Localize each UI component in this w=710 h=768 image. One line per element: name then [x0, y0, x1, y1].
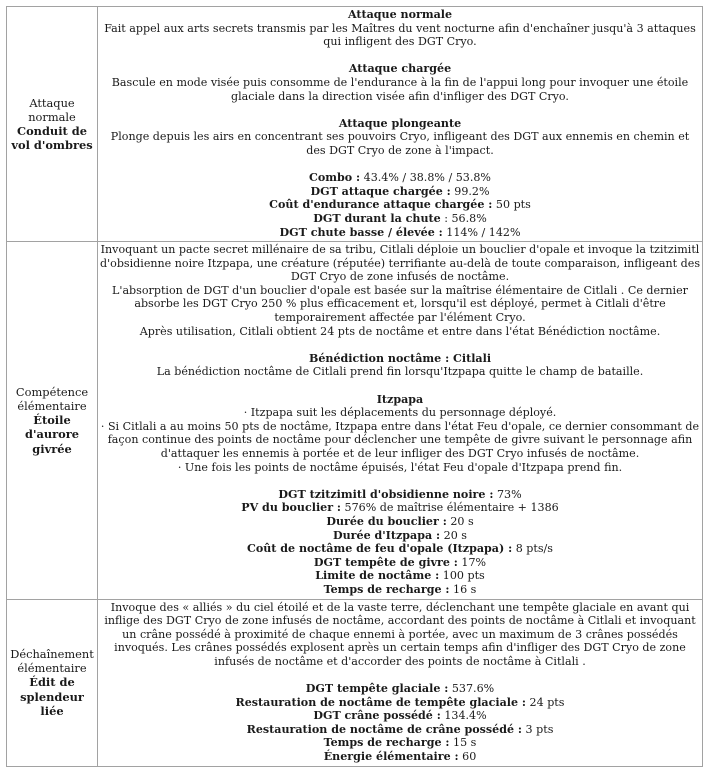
- section-text: La bénédiction noctâme de Citlali prend fin lorsqu'Itzpapa quitte le champ de bataille.: [156, 365, 644, 379]
- stat-label: Coût d'endurance attaque chargée :: [269, 198, 493, 212]
- stat-value: 43.4% / 38.8% / 53.8%: [363, 171, 491, 185]
- stat-label: Limite de noctâme :: [315, 569, 440, 583]
- talent-row-normal-attack: [7, 7, 703, 242]
- stat-value: : 56.8%: [444, 211, 487, 225]
- stat-label: Énergie élémentaire :: [323, 750, 459, 764]
- stat-line: [100, 709, 700, 723]
- stat-value: 15 s: [453, 736, 477, 750]
- section-text: Fait appel aux arts secrets transmis par les Maîtres du vent nocturne afin d'enchaîner jusqu'à 3 attaques qui infligent des DGT Cryo.: [104, 21, 696, 49]
- stat-label: DGT crâne possédé :: [313, 709, 441, 723]
- talent-description: [98, 242, 703, 599]
- stat-value: 99.2%: [454, 184, 490, 198]
- talent-name: Conduit de vol d'ombres: [11, 124, 93, 153]
- talent-type: Attaque normale: [28, 95, 76, 124]
- stat-label: PV du bouclier :: [241, 501, 342, 515]
- stat-line: [100, 198, 700, 212]
- stat-value: 20 s: [450, 514, 474, 528]
- stat-value: 73%: [496, 487, 522, 501]
- talent-name-cell: [7, 242, 98, 599]
- stat-value: 24 pts: [529, 695, 565, 709]
- stat-line: [100, 501, 700, 515]
- stat-label: Temps de recharge :: [323, 582, 450, 596]
- stat-line: [100, 488, 700, 502]
- stat-label: DGT chute basse / élevée :: [279, 225, 443, 239]
- talent-type: Compétence élémentaire: [15, 384, 89, 413]
- stat-line: [100, 529, 700, 543]
- bullet-line: · Itzpapa suit les déplacements du personnage déployé.: [243, 406, 557, 420]
- stat-label: Restauration de noctâme de tempête glaciale :: [235, 695, 527, 709]
- talent-row-elemental-burst: [7, 599, 703, 766]
- talent-name: Étoile d'aurore givrée: [25, 413, 79, 456]
- talent-name-cell: [7, 599, 98, 766]
- stat-line: [100, 736, 700, 750]
- stat-label: Coût de noctâme de feu d'opale (Itzpapa) :: [247, 542, 513, 556]
- stat-value: 576% de maîtrise élémentaire + 1386: [344, 501, 559, 515]
- stat-value: 8 pts/s: [515, 542, 553, 556]
- burst-description: Invoque des « alliés » du ciel étoilé et de la vaste terre, déclenchant une tempête glaciale en avant qui inflige des DGT Cryo de zone infusés de noctâme, accordant des points de noctâme à Citlali et invoquant un crâne possédé à proximité de chaque ennemi à portée, avec un maximum de 3 crânes possédés invoqués. Les crânes possédés explosent après un certain temps afin d'infliger des DGT Cryo de zone infusés de noctâme et d'accorder des points de noctâme à Citlali .: [104, 600, 696, 668]
- section-heading: Bénédiction noctâme : Citlali: [308, 351, 492, 365]
- section-heading: Attaque chargée: [348, 62, 452, 76]
- talent-table: [6, 6, 703, 767]
- intro-paragraph: L'absorption de DGT d'un bouclier d'opale est basée sur la maîtrise élémentaire de Citlali . Ce dernier absorbe les DGT Cryo 250 % plus efficacement et, lorsqu'il est déployé, permet à Citlali d'être temporairement affectée par l'élément Cryo.: [112, 283, 688, 325]
- talent-name-cell: [7, 7, 98, 242]
- talent-description: [98, 7, 703, 242]
- bullet-line: · Une fois les points de noctâme épuisés, l'état Feu d'opale d'Itzpapa prend fin.: [177, 460, 623, 474]
- stat-label: DGT tempête glaciale :: [305, 682, 449, 696]
- section-heading: Attaque plongeante: [338, 116, 462, 130]
- talent-type: Déchaînement élémentaire: [10, 647, 94, 676]
- section-heading: Itzpapa: [376, 392, 424, 406]
- section-heading: Attaque normale: [347, 8, 453, 21]
- stat-value: 134.4%: [444, 709, 487, 723]
- talent-name: Édit de splendeur liée: [20, 675, 84, 718]
- stat-line: [100, 583, 700, 597]
- stat-line: [100, 226, 700, 240]
- talent-row-elemental-skill: [7, 242, 703, 599]
- bullet-line: · Si Citlali a au moins 50 pts de noctâme, Itzpapa entre dans l'état Feu d'opale, ce dernier consommant de façon continue des points de noctâme pour déclencher une tempête de givre suivant le personnage afin d'attaquer les ennemis à portée et de leur infliger des DGT Cryo infusés de noctâme.: [100, 419, 700, 460]
- stat-line: [100, 723, 700, 737]
- stat-line: [100, 556, 700, 570]
- stat-label: DGT tempête de givre :: [313, 555, 458, 569]
- stat-line: [100, 212, 700, 226]
- stat-line: [100, 750, 700, 764]
- stat-value: 50 pts: [495, 198, 531, 212]
- stat-value: 17%: [461, 555, 487, 569]
- stat-line: [100, 185, 700, 199]
- talent-description: [98, 599, 703, 766]
- stat-label: DGT durant la chute: [313, 211, 441, 225]
- stat-line: [100, 171, 700, 185]
- stat-line: [100, 515, 700, 529]
- stat-label: DGT tzitzimitl d'obsidienne noire :: [278, 487, 494, 501]
- stat-label: Restauration de noctâme de crâne possédé :: [246, 722, 523, 736]
- stat-value: 114% / 142%: [446, 225, 521, 239]
- stat-value: 20 s: [443, 528, 467, 542]
- stat-value: 3 pts: [525, 722, 554, 736]
- stat-value: 537.6%: [451, 682, 495, 696]
- stat-line: [100, 682, 700, 696]
- stat-label: Durée d'Itzpapa :: [333, 528, 441, 542]
- stat-label: Combo :: [309, 171, 361, 185]
- intro-paragraph: Après utilisation, Citlali obtient 24 pts de noctâme et entre dans l'état Bénédiction noctâme.: [139, 324, 661, 338]
- stat-label: Durée du bouclier :: [326, 514, 447, 528]
- section-text: Bascule en mode visée puis consomme de l'endurance à la fin de l'appui long pour invoquer une étoile glaciale dans la direction visée afin d'infliger des DGT Cryo.: [111, 75, 689, 103]
- stat-value: 16 s: [453, 582, 477, 596]
- stat-label: DGT attaque chargée :: [310, 184, 451, 198]
- stat-line: [100, 696, 700, 710]
- section-text: Plonge depuis les airs en concentrant ses pouvoirs Cryo, infligeant des DGT aux ennemis en chemin et des DGT Cryo de zone à l'impact.: [110, 130, 690, 157]
- intro-paragraph: Invoquant un pacte secret millénaire de sa tribu, Citlali déploie un bouclier d'opale et invoque la tzitzimitl d'obsidienne noire Itzpapa, une créature (réputée) terrifiante au-delà de toute comparaison, infligeant des DGT Cryo de zone infusés de noctâme.: [100, 243, 701, 284]
- stat-value: 60: [462, 750, 477, 764]
- stat-label: Temps de recharge :: [323, 736, 450, 750]
- stat-line: [100, 542, 700, 556]
- stat-value: 100 pts: [442, 569, 485, 583]
- stat-line: [100, 569, 700, 583]
